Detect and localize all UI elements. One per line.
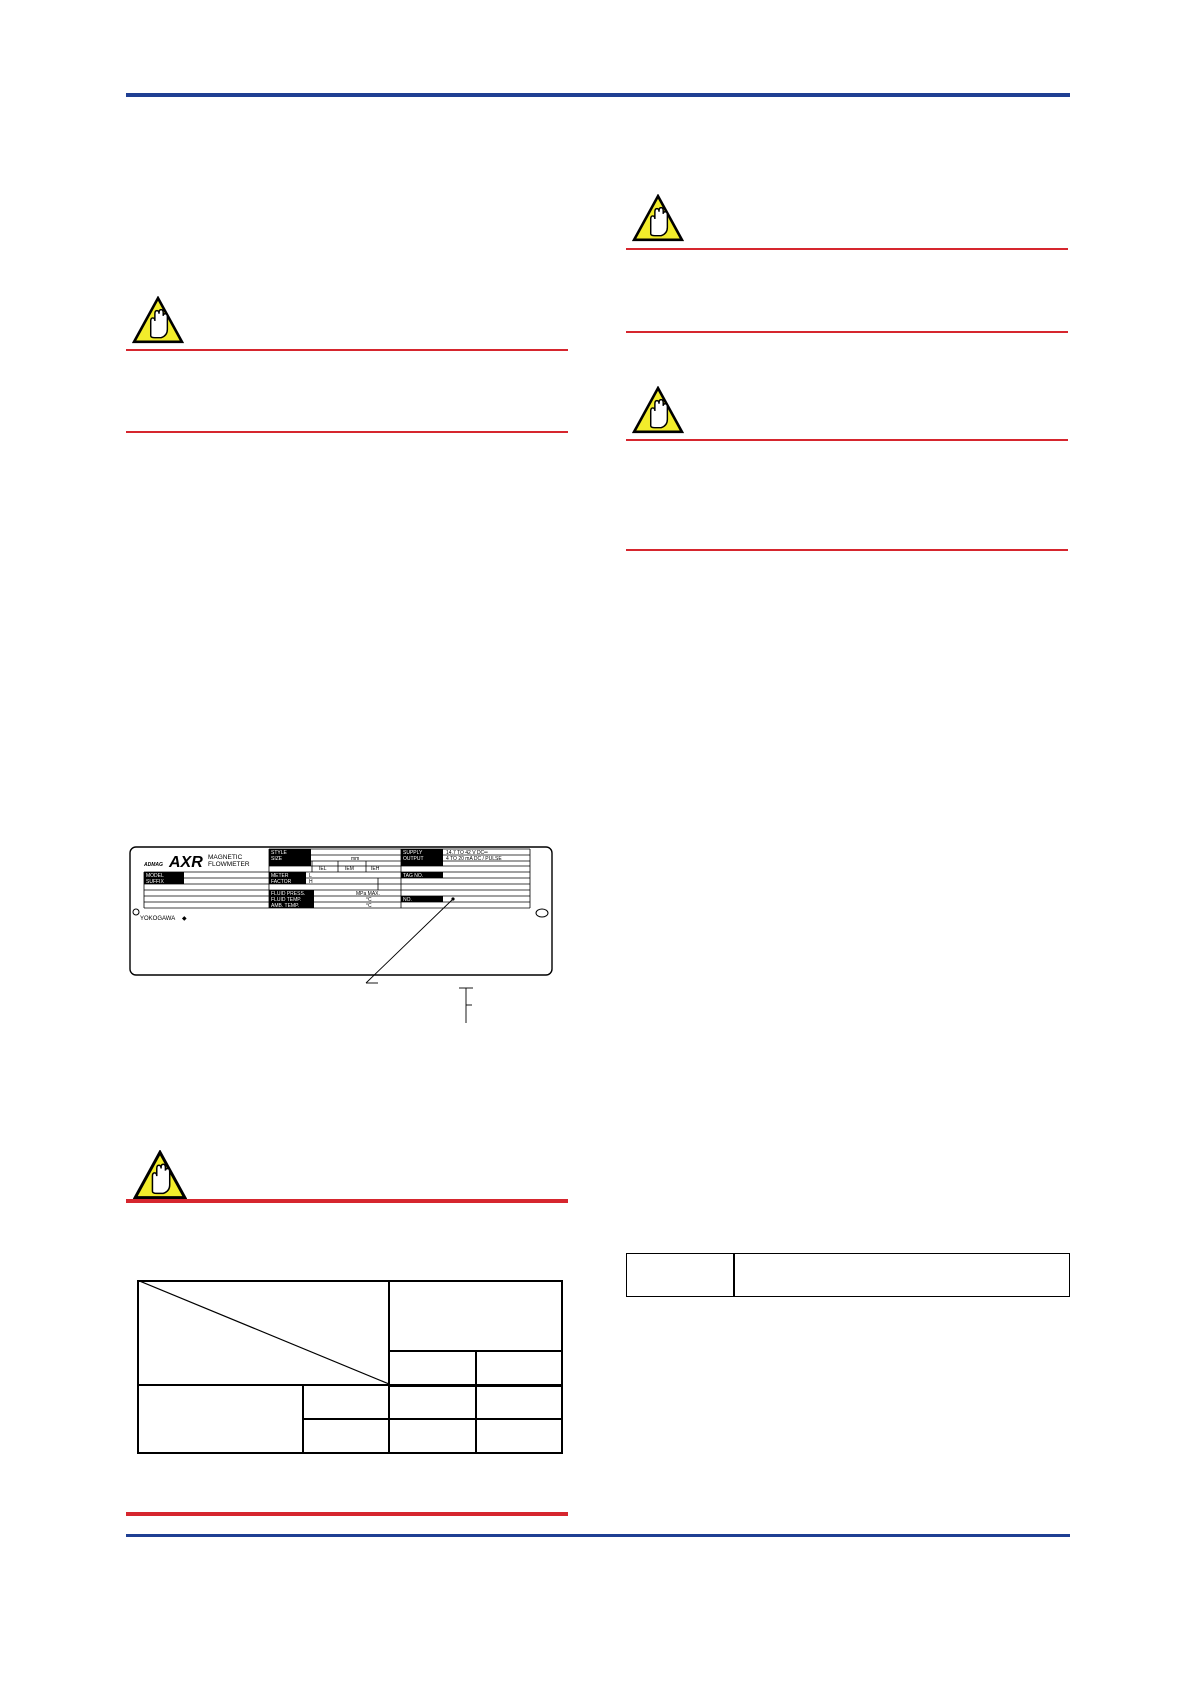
nameplate-label-factor: FACTOR: [271, 879, 292, 885]
nameplate-amb-temp-unit: °C: [366, 903, 372, 909]
nameplate-label-no: NO.: [403, 897, 412, 903]
nameplate-output-value: 4 TO 20 mA DC / PULSE: [446, 856, 502, 862]
nameplate-product-line2: FLOWMETER: [208, 861, 250, 868]
header-rule: [126, 93, 1070, 97]
nameplate-label-fluid-temp: FLUID TEMP.: [271, 897, 302, 903]
nameplate-label-iem: IEM: [345, 866, 354, 872]
note-box-divider: [733, 1254, 735, 1296]
caution-right2-rule-top: [626, 439, 1068, 441]
nameplate-drawing: [126, 845, 556, 1025]
caution-hand-icon-large: [133, 1150, 187, 1200]
nameplate-supply-value: 14.7 TO 42 V DC═: [446, 850, 488, 856]
nameplate-label-iel: IEL: [319, 866, 327, 872]
nameplate-meter-value: L: [309, 873, 312, 879]
nameplate-fluid-temp-unit: °C: [366, 897, 372, 903]
caution-large-rule-bottom: [126, 1512, 568, 1516]
nameplate-label-style: STYLE: [271, 850, 287, 856]
caution-hand-icon: [132, 296, 184, 344]
table-diagonal: [137, 1280, 389, 1386]
note-box: [626, 1253, 1070, 1297]
nameplate-label-meter: METER: [271, 873, 289, 879]
caution-right1-rule-bottom: [626, 331, 1068, 333]
nameplate-label-fluid-press: FLUID PRESS.: [271, 891, 306, 897]
nameplate-label-tag-no: TAG NO.: [403, 873, 424, 879]
caution-rule-top: [126, 349, 568, 351]
spec-table: [137, 1280, 562, 1454]
nameplate-factor-value: H: [309, 879, 313, 885]
nameplate-label-output: OUTPUT: [403, 856, 424, 862]
nameplate-label-supply: SUPPLY: [403, 850, 423, 856]
caution-rule-bottom: [126, 431, 568, 433]
nameplate-label-model: MODEL: [146, 873, 164, 879]
nameplate-label-suffix: SUFFIX: [146, 879, 164, 885]
footer-rule: [126, 1534, 1070, 1537]
caution-hand-icon-right-2: [632, 386, 684, 434]
nameplate-fluid-press-unit: MPa MAX.: [356, 891, 380, 897]
nameplate-label-ieh: IEH: [371, 866, 380, 872]
caution-hand-icon-right-1: [632, 194, 684, 242]
nameplate-label-amb-temp: AMB. TEMP.: [271, 903, 300, 909]
nameplate-brand: ADMAG: [144, 862, 163, 868]
nameplate-product-line1: MAGNETIC: [208, 854, 243, 861]
nameplate-manufacturer-mark: ◆: [182, 916, 187, 922]
nameplate-model-logo: AXR: [169, 854, 203, 871]
nameplate-size-unit: mm: [351, 856, 360, 862]
caution-large-rule-top: [126, 1199, 568, 1203]
caution-right1-rule-top: [626, 248, 1068, 250]
caution-right2-rule-bottom: [626, 549, 1068, 551]
nameplate-manufacturer: YOKOGAWA: [140, 916, 176, 922]
nameplate-label-size: SIZE: [271, 856, 283, 862]
